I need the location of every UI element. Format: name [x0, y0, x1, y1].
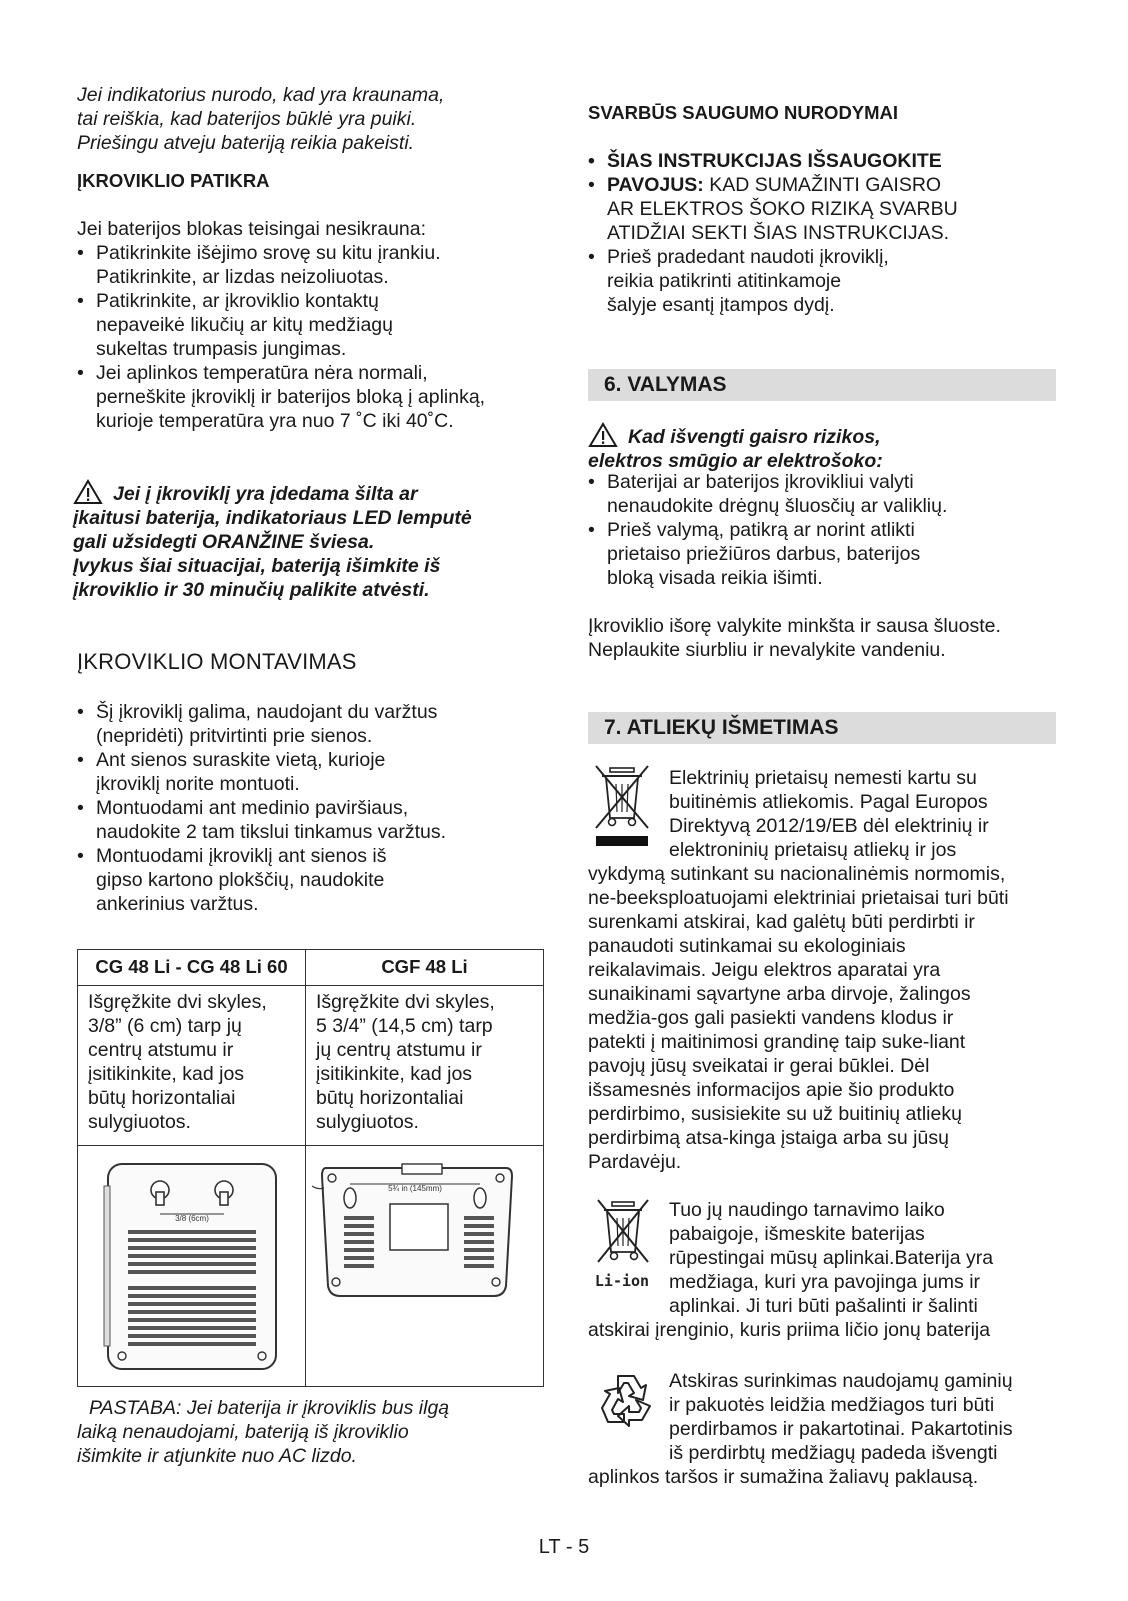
charger-cg48-bottom-illustration: [78, 1146, 304, 1380]
list-item: • Jei aplinkos temperatūra nėra normali, perneškite įkroviklį ir baterijos bloką į aplinką, kurioje temperatūra yra nuo 7 ˚C iki 40˚C.: [77, 361, 547, 433]
safety-list: [588, 149, 1058, 317]
storage-note: PASTABA: Jei baterija ir įkroviklis bus ilgą laiką nenaudojami, bateriją iš įkroviklio išimkite ir atjunkite nuo AC lizdo.: [77, 1397, 450, 1467]
page-number: LT - 5: [538, 1536, 590, 1558]
warning-triangle-icon: [588, 422, 618, 448]
list-item: • Prieš pradedant naudoti įkroviklį, reikia patikrinti atitinkamoje šalyje esantį įtampos dydį.: [588, 245, 1058, 317]
weee-paragraph: Elektrinių prietaisų nemesti kartu su buitinėmis atliekomis. Pagal Europos Direktyvą 2012/19/EB dėl elektrinių ir elektroninių prietaisų atliekų ir jos vykdymą sutinkant su nacionalinėmis normomis, ne-beeksploatuojami elektriniai prietaisai turi būti surenkami atskirai, kad galėtų būti perdirbti ir panaudoti sutinkamai su ekologiniais reikalavimais. Jeigu elektros aparatai yra sunaikinami sąvartyne arba dirvoje, žalingos medžia-gos gali pasiekti vandens klodus ir patekti į maitinimosi grandinę taip suke-liant pavojų jūsų sveikatai ir gerai būklei. Dėl išsamesnės informacijos apie šio produkto perdirbimo, susisiekite su už buitinių atliekų perdirbimą atsa-kinga įstaiga arba su jūsų Pardavėju.: [588, 767, 1009, 1173]
li-ion-label: Li-ion: [594, 1272, 650, 1290]
cleaning-paragraph: Įkroviklio išorę valykite minkšta ir sausa šluoste. Neplaukite siurbliu ir nevalykite vandeniu.: [588, 615, 1001, 661]
list-item: • Baterijai ar baterijos įkrovikliui valyti nenaudokite drėgnų šluosčių ar valiklių.: [588, 470, 1058, 518]
charger-cgf48-bottom-illustration: [306, 1146, 532, 1380]
section-7-heading: 7. ATLIEKŲ IŠMETIMAS: [588, 712, 1056, 744]
dimension-label: 3/8 (6cm): [175, 1214, 209, 1223]
table-cell-cgf48-illustration: [306, 1146, 544, 1387]
table-header-cg48: CG 48 Li - CG 48 Li 60: [78, 950, 306, 986]
list-item: • PAVOJUS: KAD SUMAŽINTI GAISRO AR ELEKTROS ŠOKO RIZIKĄ SVARBU ATIDŽIAI SEKTI ŠIAS INSTRUKCIJAS.: [588, 173, 1058, 245]
table-cell-cgf48-text: Išgręžkite dvi skyles, 5 3/4” (14,5 cm) tarp jų centrų atstumu ir įsitikinkite, kad jos būtų horizontaliai sulygiuotos.: [306, 986, 544, 1146]
cleaning-list: [588, 470, 1058, 590]
mounting-heading: ĮKROVIKLIO MONTAVIMAS: [77, 649, 357, 674]
warning-triangle-icon: [73, 479, 103, 505]
mounting-list: [77, 700, 547, 916]
table-cell-cg48-text: Išgręžkite dvi skyles, 3/8” (6 cm) tarp jų centrų atstumu ir įsitikinkite, kad jos būtų horizontaliai sulygiuotos.: [78, 986, 306, 1146]
list-item: • Šį įkroviklį galima, naudojant du varžtus (nepridėti) pritvirtinti prie sienos.: [77, 700, 547, 748]
table-header-cgf48: CGF 48 Li: [306, 950, 544, 986]
charger-check-heading: ĮKROVIKLIO PATIKRA: [77, 170, 270, 191]
hot-battery-warning: Jei į įkroviklį yra įdedama šilta ar įkaitusi baterija, indikatoriaus LED lemputė gali užsidegti ORANŽINE šviesa. Įvykus šiai situacijai, bateriją išimkite iš įkroviklio ir 30 minučių palikite atvėsti.: [73, 479, 547, 602]
dimension-label: 5¾ in (145mm): [388, 1184, 442, 1193]
charger-check-list: [77, 241, 547, 433]
cleaning-warning: Kad išvengti gaisro rizikos, elektros smūgio ar elektrošoko:: [588, 422, 1058, 473]
mounting-table: [77, 949, 544, 1387]
recycle-paragraph: Atskiras surinkimas naudojamų gaminių ir pakuotės leidžia medžiagos turi būti perdirbamos ir pakartotinai. Pakartotinis iš perdirbtų medžiagų padeda išvengti aplinkos taršos ir sumažina žaliavų paklausą.: [588, 1370, 1013, 1488]
list-item: • Ant sienos suraskite vietą, kurioje įkroviklį norite montuoti.: [77, 748, 547, 796]
list-item: • ŠIAS INSTRUKCIJAS IŠSAUGOKITE: [588, 149, 1058, 173]
list-item: • Patikrinkite, ar įkroviklio kontaktų nepaveikė likučių ar kitų medžiagų sukeltas trumpasis jungimas.: [77, 289, 547, 361]
intro-paragraph: Jei indikatorius nurodo, kad yra kraunama, tai reiškia, kad baterijos būklė yra puiki. Priešingu atveju bateriją reikia pakeisti.: [77, 84, 445, 154]
list-item: • Montuodami įkroviklį ant sienos iš gipso kartono plokščių, naudokite ankerinius varžtus.: [77, 844, 547, 916]
table-cell-cg48-illustration: [78, 1146, 306, 1387]
section-6-heading: 6. VALYMAS: [588, 369, 1056, 401]
list-item: • Patikrinkite išėjimo srovę su kitu įrankiu. Patikrinkite, ar lizdas neizoliuotas.: [77, 241, 547, 289]
charger-check-intro: Jei baterijos blokas teisingai nesikrauna:: [77, 218, 427, 240]
safety-heading: SVARBŪS SAUGUMO NURODYMAI: [588, 102, 899, 123]
list-item: • Prieš valymą, patikrą ar norint atlikti prietaiso priežiūros darbus, baterijos bloką visada reikia išimti.: [588, 518, 1058, 590]
li-ion-paragraph: Tuo jų naudingo tarnavimo laiko pabaigoje, išmeskite baterijas rūpestingai mūsų aplinkai.Baterija yra medžiaga, kuri yra pavojinga jums ir aplinkai. Ji turi būti pašalinti ir šalinti atskirai įrenginio, kuris priima ličio jonų baterija: [588, 1199, 994, 1341]
list-item: • Montuodami ant medinio paviršiaus, naudokite 2 tam tikslui tinkamus varžtus.: [77, 796, 547, 844]
